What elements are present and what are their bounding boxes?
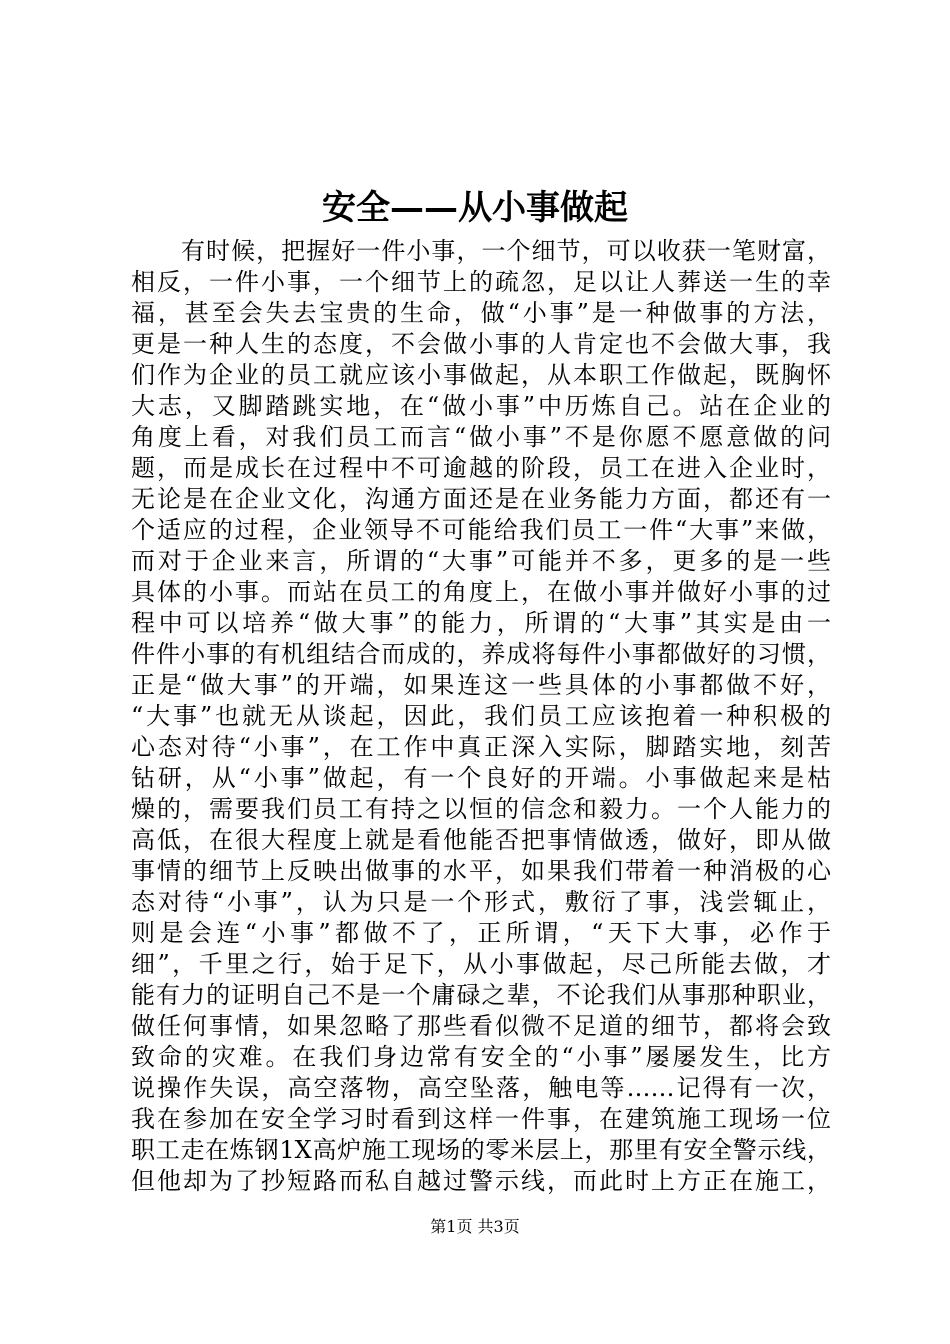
body-line: 做任何事情，如果忽略了那些看似微不足道的细节，都将会致 [131, 1012, 831, 1040]
body-line: 程中可以培养“做大事”的能力，所谓的“大事”其实是由一 [131, 609, 831, 637]
body-line: 正是“做大事”的开端，如果连这一些具体的小事都做不好， [131, 671, 831, 699]
body-line: 高低，在很大程度上就是看他能否把事情做透，做好，即从做 [131, 826, 831, 854]
page-footer: 第1页 共3页 [430, 1217, 520, 1236]
body-line: 件件小事的有机组结合而成的，养成将每件小事都做好的习惯， [131, 640, 831, 668]
body-line: 说操作失误，高空落物，高空坠落，触电等……记得有一次， [131, 1074, 831, 1102]
body-line: 大志，又脚踏跳实地，在“做小事”中历炼自己。站在企业的 [131, 392, 831, 420]
document-body [131, 236, 831, 1197]
body-line: 能有力的证明自己不是一个庸碌之辈，不论我们从事那种职业， [131, 981, 831, 1009]
body-line: “大事”也就无从谈起，因此，我们员工应该抱着一种积极的 [131, 702, 831, 730]
body-line: 个适应的过程，企业领导不可能给我们员工一件“大事”来做， [131, 516, 831, 544]
body-line: 而对于企业来言，所谓的“大事”可能并不多，更多的是一些 [131, 547, 831, 575]
body-line: 心态对待“小事”，在工作中真正深入实际，脚踏实地，刻苦 [131, 733, 831, 761]
body-line: 更是一种人生的态度，不会做小事的人肯定也不会做大事，我 [131, 330, 831, 358]
body-line: 有时候，把握好一件小事，一个细节，可以收获一笔财富， [181, 237, 831, 265]
document-title: 安全——从小事做起 [322, 188, 628, 228]
body-line: 们作为企业的员工就应该小事做起，从本职工作做起，既胸怀 [131, 361, 831, 389]
body-line: 题，而是成长在过程中不可逾越的阶段，员工在进入企业时， [131, 454, 831, 482]
body-line: 态对待“小事”，认为只是一个形式，敷衍了事，浅尝辄止， [131, 888, 831, 916]
body-line: 具体的小事。而站在员工的角度上，在做小事并做好小事的过 [131, 578, 831, 606]
body-line: 细”，千里之行，始于足下，从小事做起，尽己所能去做，才 [131, 950, 831, 978]
body-line: 相反，一件小事，一个细节上的疏忽，足以让人葬送一生的幸 [131, 268, 831, 296]
body-line: 福，甚至会失去宝贵的生命，做“小事”是一种做事的方法， [131, 299, 831, 327]
body-line: 角度上看，对我们员工而言“做小事”不是你愿不愿意做的问 [131, 423, 831, 451]
body-line: 事情的细节上反映出做事的水平，如果我们带着一种消极的心 [131, 857, 831, 885]
body-line: 燥的，需要我们员工有持之以恒的信念和毅力。一个人能力的 [131, 795, 831, 823]
body-line: 致命的灾难。在我们身边常有安全的“小事”屡屡发生，比方 [131, 1043, 831, 1071]
body-line: 职工走在炼钢1X高炉施工现场的零米层上，那里有安全警示线， [131, 1136, 831, 1164]
body-line: 但他却为了抄短路而私自越过警示线，而此时上方正在施工， [131, 1167, 831, 1195]
body-line: 我在参加在安全学习时看到这样一件事，在建筑施工现场一位 [131, 1105, 831, 1133]
body-line: 则是会连“小事”都做不了，正所谓，“天下大事，必作于 [131, 919, 831, 947]
body-line: 钻研，从“小事”做起，有一个良好的开端。小事做起来是枯 [131, 764, 831, 792]
body-line: 无论是在企业文化，沟通方面还是在业务能力方面，都还有一 [131, 485, 831, 513]
